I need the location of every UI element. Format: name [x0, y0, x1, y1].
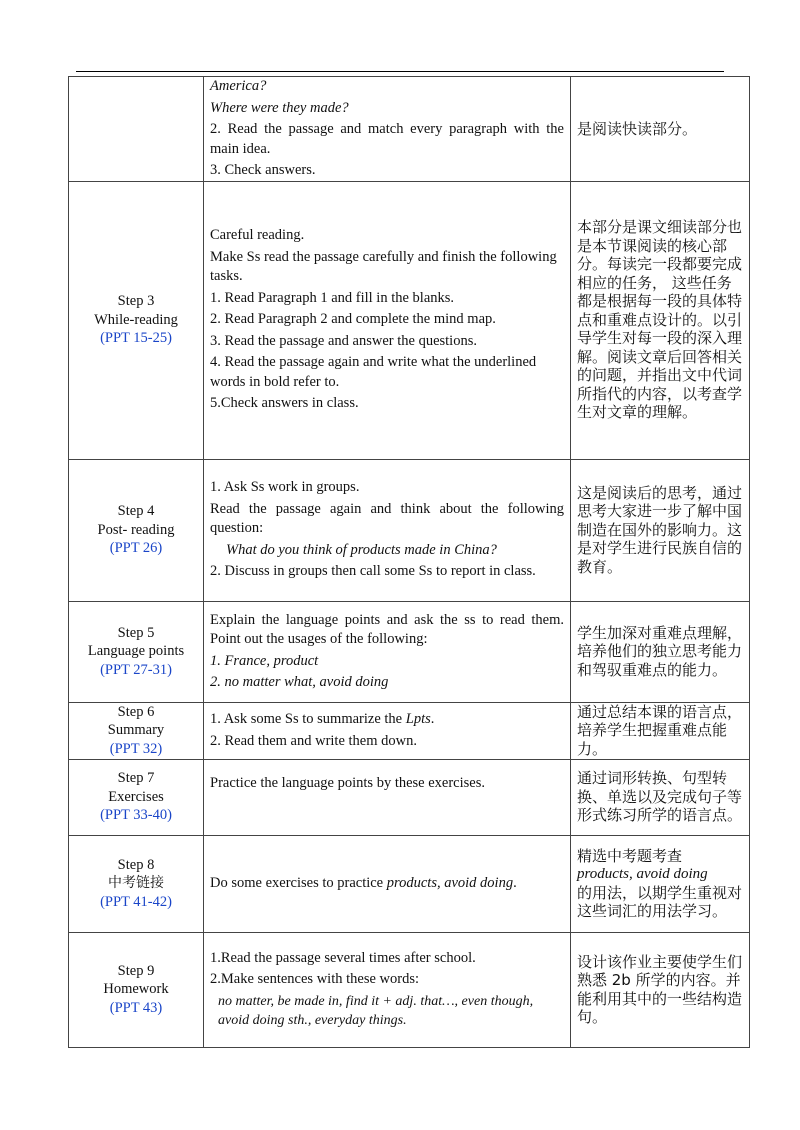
activity-cell	[204, 181, 571, 459]
table-row	[69, 77, 750, 182]
activity-text: Read the passage again and think about the following question:	[210, 500, 564, 537]
step-name: Homework	[103, 981, 169, 998]
activity-text-part: Do some exercises to practice	[210, 874, 387, 891]
activity-text-part: 1. Ask some Ss to summarize the	[210, 711, 406, 727]
step-name: Language points	[87, 643, 185, 660]
step-number: Step 4	[117, 503, 155, 520]
ppt-range: (PPT 15-25)	[100, 330, 172, 347]
step-name: Exercises	[108, 788, 164, 805]
activity-text: 1. France, product	[210, 652, 319, 669]
purpose-text: 通过总结本课的语言点，培养学生把握重难点能力。	[577, 702, 743, 758]
activity-text: 1. Read Paragraph 1 and fill in the blanks.	[210, 289, 455, 306]
key-terms: products, avoid doing	[386, 874, 514, 891]
ppt-range: (PPT 33-40)	[100, 807, 172, 824]
activity-text: no matter, be made in, find it + adj. that…, even though, avoid doing sth., everyday things.	[218, 993, 534, 1028]
step-name: While-reading	[94, 311, 178, 328]
purpose-text: 通过词形转换、句型转换、单选以及完成句子等形式练习所学的语言点。	[577, 769, 743, 825]
activity-text: 1. Ask Ss work in groups.	[210, 479, 360, 496]
purpose-text: 本部分是课文细读部分也是本节课阅读的核心部分。每读完一段都要完成相应的任务， 这些任务都是根据每一段的具体特点和重难点设计的。以引导学生对每一段的深入理解。阅读文章后回答相关的问题，并指出文中代词所指代的内容，以考查学生对文章的理解。	[577, 218, 743, 422]
activity-text: 2. Read them and write them down.	[210, 732, 417, 749]
activity-text: 1.Read the passage several times after school.	[210, 949, 476, 966]
activity-text: 2.Make sentences with these words:	[210, 971, 419, 987]
activity-text: 2. Read the passage and match every paragraph with the main idea.	[210, 121, 564, 157]
table-row	[69, 601, 750, 702]
activity-text: Make Ss read the passage carefully and finish the following tasks.	[210, 248, 557, 285]
step-number: Step 8	[117, 856, 155, 873]
activity-cell	[204, 835, 571, 932]
step-cell	[69, 459, 204, 601]
activity-text: 2. Read Paragraph 2 and complete the mind map.	[210, 311, 496, 328]
purpose-cell	[571, 835, 750, 932]
step-cell	[69, 835, 204, 932]
step-name: Summary	[107, 722, 165, 739]
activity-cell	[204, 759, 571, 835]
purpose-text: 设计该作业主要使学生们熟悉 2b 所学的内容。并能利用其中的一些结构造句。	[577, 952, 743, 1026]
activity-cell	[204, 601, 571, 702]
step-name: Post- reading	[97, 521, 175, 538]
purpose-text: 学生加深对重难点理解， 培养他们的独立思考能力和驾驭重难点的能力。	[577, 623, 743, 679]
purpose-cell	[571, 759, 750, 835]
table-row	[69, 835, 750, 932]
step-number: Step 3	[117, 293, 155, 310]
ppt-range: (PPT 43)	[109, 999, 163, 1016]
purpose-text: 是阅读快读部分。	[577, 119, 698, 138]
activity-text-part: .	[430, 711, 435, 727]
step-number: Step 9	[117, 962, 155, 979]
ppt-range: (PPT 32)	[109, 740, 163, 757]
activity-text	[210, 710, 564, 730]
purpose-cell	[571, 181, 750, 459]
step-number: Step 6	[117, 703, 155, 720]
purpose-cell	[571, 932, 750, 1047]
ppt-range: (PPT 41-42)	[100, 893, 172, 910]
step-cell	[69, 77, 204, 182]
step-name: 中考链接	[108, 875, 164, 892]
activity-text	[210, 874, 564, 894]
table-row	[69, 759, 750, 835]
step-cell	[69, 601, 204, 702]
lesson-plan-table	[68, 76, 750, 1048]
activity-text: What do you think of products made in China?	[226, 541, 497, 558]
activity-text: 2. no matter what, avoid doing	[210, 674, 389, 690]
activity-text: America?	[210, 78, 267, 94]
step-cell	[69, 181, 204, 459]
purpose-cell	[571, 702, 750, 759]
activity-cell	[204, 932, 571, 1047]
activity-text: Careful reading.	[210, 227, 305, 244]
activity-text: 2. Discuss in groups then call some Ss to report in class.	[210, 563, 536, 580]
step-cell	[69, 702, 204, 759]
activity-text: Practice the language points by these exercises.	[210, 774, 485, 791]
step-number: Step 7	[117, 770, 155, 787]
activity-text: Explain the language points and ask the ss to read them. Point out the usages of the following:	[210, 611, 564, 647]
activity-text: Where were they made?	[210, 99, 349, 116]
purpose-text-part: 的用法，以期学生重视对这些词汇的用法学习。	[577, 883, 743, 920]
activity-cell	[204, 459, 571, 601]
table-row	[69, 702, 750, 759]
purpose-cell	[571, 601, 750, 702]
ppt-range: (PPT 27-31)	[100, 661, 172, 678]
activity-cell	[204, 702, 571, 759]
activity-text: 4. Read the passage again and write what the underlined words in bold refer to.	[210, 354, 537, 390]
purpose-key-terms: products, avoid doing	[577, 866, 708, 882]
purpose-cell	[571, 459, 750, 601]
activity-text: 5.Check answers in class.	[210, 395, 359, 412]
table-row	[69, 459, 750, 601]
table-row	[69, 932, 750, 1047]
purpose-text: 这是阅读后的思考，通过思考大家进一步了解中国制造在国外的影响力。这是对学生进行民族自信的教育。	[577, 483, 743, 576]
table-row	[69, 181, 750, 459]
step-number: Step 5	[117, 624, 155, 641]
activity-cell	[204, 77, 571, 182]
purpose-text-part: 精选中考题考查	[577, 846, 683, 865]
activity-text-part: .	[513, 874, 517, 891]
step-cell	[69, 759, 204, 835]
ppt-range: (PPT 26)	[109, 540, 163, 557]
step-cell	[69, 932, 204, 1047]
purpose-cell	[571, 77, 750, 182]
activity-text: 3. Read the passage and answer the questions.	[210, 332, 477, 349]
header-rule	[76, 71, 724, 72]
lpts-term: Lpts	[405, 711, 431, 727]
activity-text: 3. Check answers.	[210, 162, 316, 178]
